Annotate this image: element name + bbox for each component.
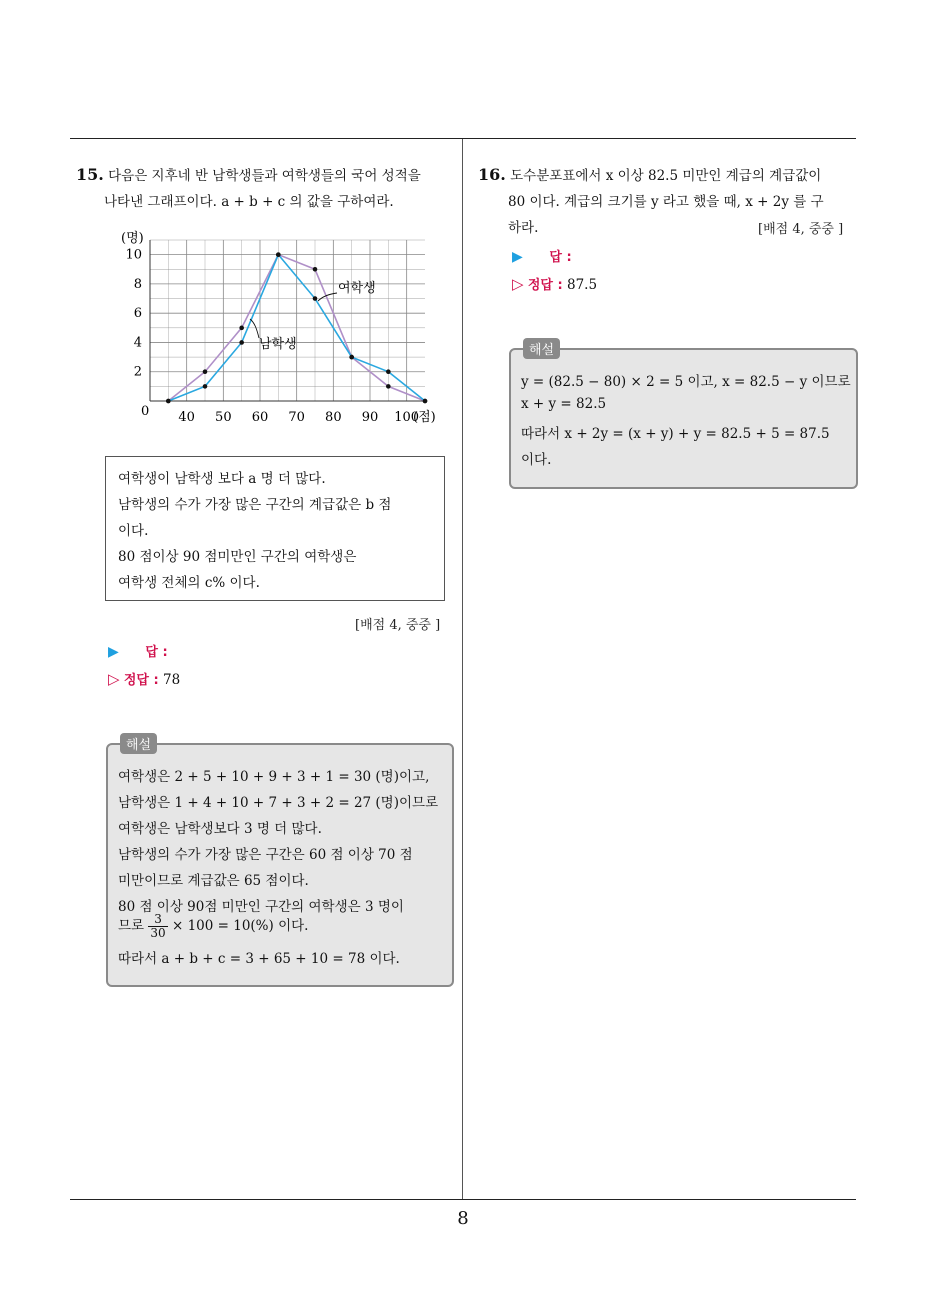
x-tick-label: 40	[178, 410, 195, 425]
female-data-point	[239, 326, 244, 331]
q16-correct-label: 정답 :	[527, 278, 563, 293]
q15-solution-tag: 해설	[120, 733, 157, 754]
q15-solution-line-5: 미만이므로 계급값은 65 점이다.	[118, 873, 309, 889]
q15-line1	[76, 164, 421, 184]
q15-correct-value: 78	[162, 672, 181, 688]
column-divider	[462, 139, 463, 1199]
q15-correct-row	[108, 669, 180, 688]
condition-line-2: 남학생의 수가 가장 많은 구간의 계급값은 b 점	[118, 497, 392, 513]
q15-solution-line-7: 따라서 a + b + c = 3 + 65 + 10 = 78 이다.	[118, 951, 400, 967]
condition-line-1: 여학생이 남학생 보다 a 명 더 많다.	[118, 471, 326, 487]
q15-solution-fraction-line	[118, 913, 308, 940]
q16-solution-box	[509, 343, 858, 489]
q15-solution-line-2: 남학생은 1 + 4 + 10 + 7 + 3 + 2 = 27 (명)이므로	[118, 795, 439, 811]
male-label-leader	[250, 319, 259, 338]
origin-label: 0	[141, 404, 150, 419]
male-data-point	[386, 369, 391, 374]
q16-solution-line-4: 이다.	[521, 452, 552, 468]
condition-line-4: 80 점이상 90 점미만인 구간의 여학생은	[118, 549, 357, 565]
y-tick-label: 10	[125, 247, 142, 263]
male-data-point	[166, 399, 171, 404]
q15-number: 15.	[76, 165, 104, 184]
x-axis-unit: (점)	[413, 410, 436, 425]
fraction-prefix: 므로	[118, 918, 145, 934]
fraction-suffix: × 100 = 10(%) 이다.	[171, 918, 309, 934]
q16-correct-row	[512, 274, 597, 293]
bottom-rule	[70, 1199, 856, 1200]
y-tick-label: 2	[133, 364, 142, 380]
x-tick-label: 100	[394, 410, 420, 425]
male-data-point	[313, 296, 318, 301]
q16-solution-line-1: y = (82.5 − 80) × 2 = 5 이고, x = 82.5 − y 이므로	[521, 374, 851, 390]
x-tick-label: 80	[325, 410, 342, 425]
answer-arrow-icon: ▶	[512, 249, 523, 265]
female-data-point	[203, 369, 208, 374]
chart-grid	[150, 240, 425, 401]
fraction-denominator: 30	[150, 926, 166, 940]
q16-solution-line-3: 따라서 x + 2y = (x + y) + y = 82.5 + 5 = 87.5	[521, 426, 830, 442]
q16-solution-line-2: x + y = 82.5	[521, 396, 607, 412]
condition-line-3: 이다.	[118, 523, 149, 539]
answer-arrow-icon: ▶	[108, 644, 119, 660]
male-data-point	[349, 355, 354, 360]
fraction-numerator: 3	[148, 913, 167, 927]
correct-arrow-icon: ▷	[108, 670, 120, 688]
fraction-3-over-30	[148, 913, 167, 940]
q15-meta: [배점 4, 중중 ]	[355, 618, 441, 633]
q15-solution-box	[106, 738, 454, 987]
y-tick-label: 4	[133, 335, 142, 351]
x-tick-label: 60	[251, 410, 269, 425]
y-axis-unit: (명)	[121, 231, 144, 246]
q16-line1	[478, 164, 821, 184]
q15-answer-label: 답 :	[145, 645, 168, 660]
x-tick-label: 50	[215, 410, 232, 425]
correct-arrow-icon: ▷	[512, 275, 524, 293]
frequency-polygon-chart	[105, 226, 450, 426]
q16-text-line3: 하라.	[508, 220, 539, 236]
q15-text-line2: 나타낸 그래프이다. a + b + c 의 값을 구하여라.	[104, 194, 394, 210]
x-tick-label: 90	[361, 410, 379, 425]
q15-solution-line-4: 남학생의 수가 가장 많은 구간은 60 점 이상 70 점	[118, 847, 413, 863]
y-tick-label: 6	[133, 306, 142, 322]
q16-correct-value: 87.5	[566, 277, 598, 293]
q15-solution-line-3: 여학생은 남학생보다 3 명 더 많다.	[118, 821, 322, 837]
x-tick-label: 70	[288, 410, 305, 425]
female-label: 여학생	[338, 281, 376, 296]
male-data-point	[276, 252, 281, 257]
q16-answer-label: 답 :	[549, 250, 572, 265]
male-data-point	[239, 340, 244, 345]
page-number: 8	[457, 1208, 469, 1229]
q16-number: 16.	[478, 165, 506, 184]
q16-answer-row	[512, 246, 572, 265]
q16-text-line2: 80 이다. 계급의 크기를 y 라고 했을 때, x + 2y 를 구	[508, 194, 824, 210]
q16-text-line1: 도수분포표에서 x 이상 82.5 미만인 계급의 계급값이	[510, 168, 822, 184]
q15-correct-label: 정답 :	[123, 673, 159, 688]
female-data-point	[386, 384, 391, 389]
q15-text-line1: 다음은 지후네 반 남학생들과 여학생들의 국어 성적을	[108, 168, 421, 184]
male-data-point	[203, 384, 208, 389]
y-tick-label: 8	[133, 276, 142, 292]
q15-answer-row	[108, 641, 168, 660]
q16-meta: [배점 4, 중중 ]	[758, 222, 844, 237]
top-rule	[70, 138, 856, 139]
q15-solution-line-6: 80 점 이상 90점 미만인 구간의 여학생은 3 명이	[118, 899, 404, 915]
conditions-box	[105, 456, 445, 601]
q15-solution-line-1: 여학생은 2 + 5 + 10 + 9 + 3 + 1 = 30 (명)이고,	[118, 769, 430, 785]
q16-solution-tag: 해설	[523, 338, 560, 359]
male-data-point	[423, 399, 428, 404]
condition-line-5: 여학생 전체의 c% 이다.	[118, 575, 260, 591]
male-label: 남학생	[259, 337, 297, 352]
female-data-point	[313, 267, 318, 272]
